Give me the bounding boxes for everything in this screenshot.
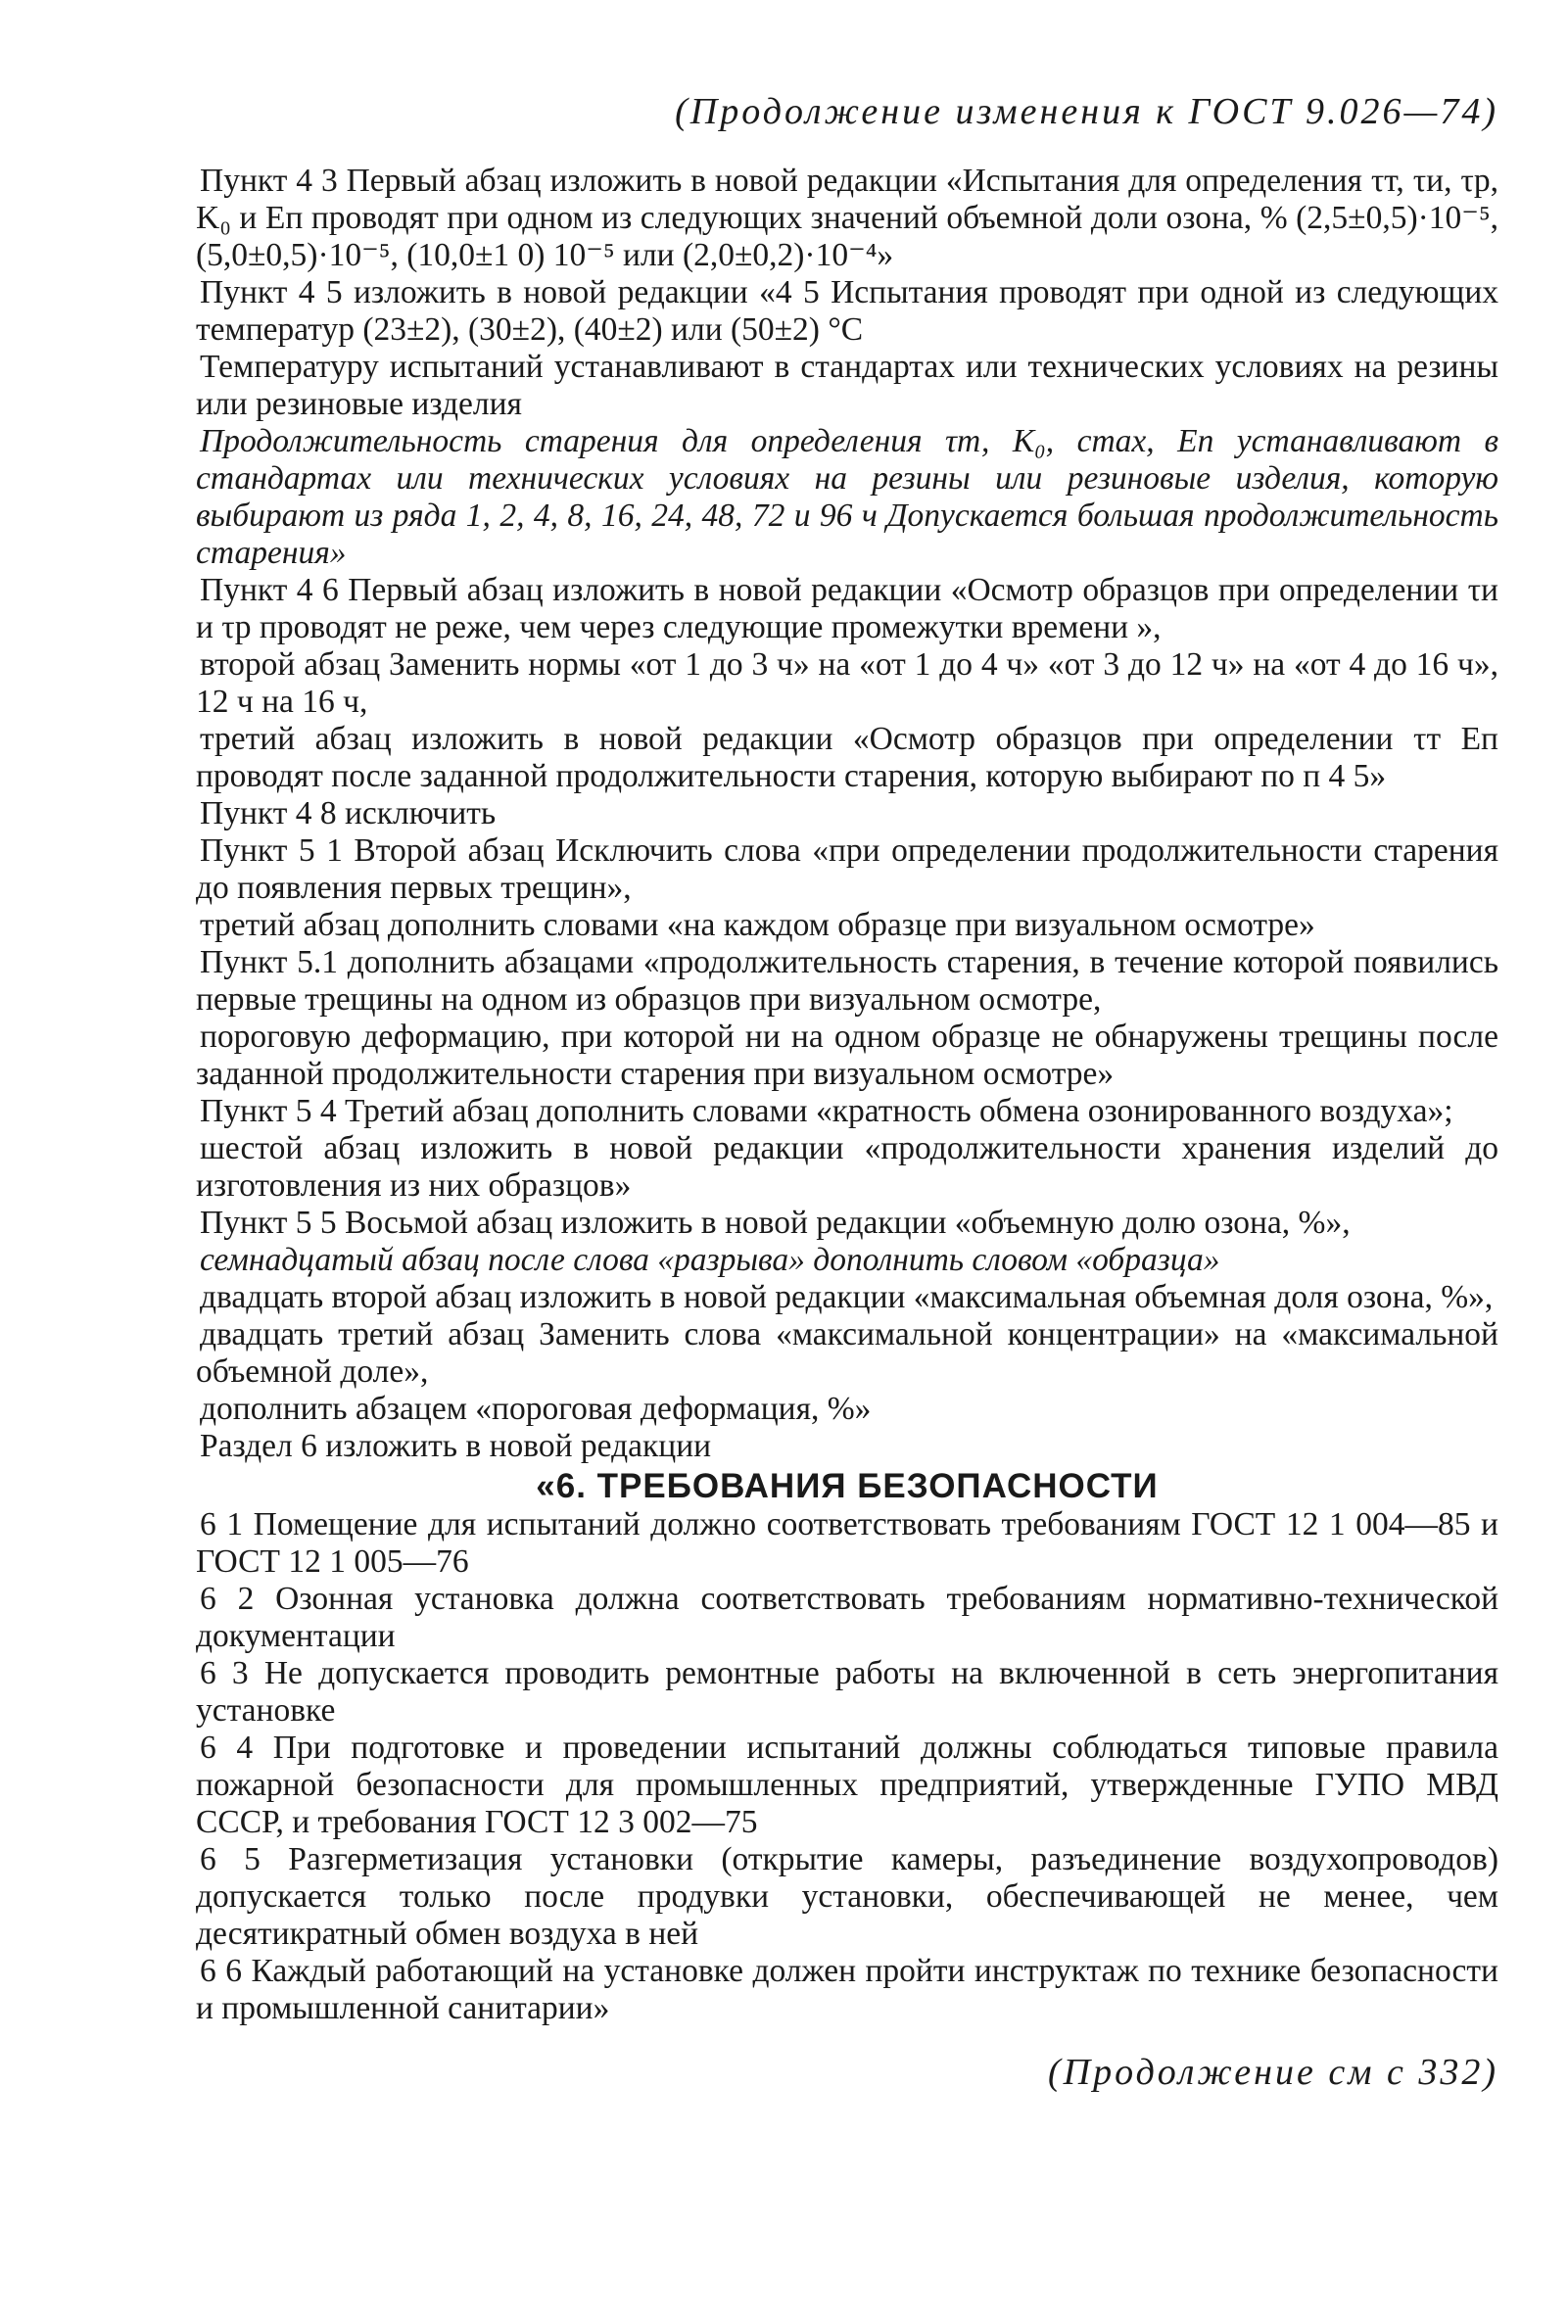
section-paragraph: 6 1 Помещение для испытаний должно соответствовать требованиям ГОСТ 12 1 004—85 и ГОСТ 12 1 005—76: [196, 1506, 1498, 1580]
paragraph: Пункт 4 3 Первый абзац изложить в новой редакции «Испытания для определения τт, τи, τр, K₀ и Eп проводят при одном из следующих значений объемной доли озона, % (2,5±0,5)·10⁻⁵, (5,0±0,5)·10⁻⁵, (10,0±1 0) 10⁻⁵ или (2,0±0,2)·10⁻⁴»: [196, 163, 1498, 273]
section-paragraph: 6 6 Каждый работающий на установке должен пройти инструктаж по технике безопасности и промышленной санитарии»: [196, 1953, 1498, 2026]
paragraph: Продолжительность старения для определения τт, K₀, cmax, Eп устанавливают в стандартах или технических условиях на резины или резиновые изделия, которую выбирают из ряда 1, 2, 4, 8, 16, 24, 48, 72 и 96 ч Допускается большая продолжительность старения»: [196, 423, 1498, 571]
paragraph: Температуру испытаний устанавливают в стандартах или технических условиях на резины или резиновые изделия: [196, 349, 1498, 422]
paragraph: дополнить абзацем «пороговая деформация, %»: [200, 1391, 872, 1427]
paragraph: Пункт 5 1 Второй абзац Исключить слова «при определении продолжительности старения до появления первых трещин»,: [196, 832, 1498, 906]
section-paragraph: 6 4 При подготовке и проведении испытаний должны соблюдаться типовые правила пожарной безопасности для промышленных предприятий, утвержденные ГУПО МВД СССР, и требования ГОСТ 12 3 002—75: [196, 1730, 1498, 1840]
section-paragraph: 6 3 Не допускается проводить ремонтные работы на включенной в сеть энергопитания установке: [196, 1655, 1498, 1729]
paragraph: пороговую деформацию, при которой ни на одном образце не обнаружены трещины после заданной продолжительности старения при визуальном осмотре»: [196, 1019, 1498, 1092]
paragraph: двадцать второй абзац изложить в новой редакции «максимальная объемная доля озона, %»,: [200, 1279, 1494, 1315]
paragraph: Пункт 4 8 исключить: [200, 795, 497, 831]
paragraph: семнадцатый абзац после слова «разрыва» дополнить словом «образца»: [200, 1242, 1220, 1278]
paragraph: Пункт 4 5 изложить в новой редакции «4 5 Испытания проводят при одной из следующих температур (23±2), (30±2), (40±2) или (50±2) °С: [196, 274, 1498, 348]
paragraph: второй абзац Заменить нормы «от 1 до 3 ч» на «от 1 до 4 ч» «от 3 до 12 ч» на «от 4 до 16 ч», 12 ч на 16 ч,: [196, 646, 1498, 720]
paragraph: третий абзац дополнить словами «на каждом образце при визуальном осмотре»: [200, 907, 1315, 943]
paragraph: Пункт 4 6 Первый абзац изложить в новой редакции «Осмотр образцов при определении τи и τр проводят не реже, чем через следующие промежутки времени »,: [196, 572, 1498, 645]
document-page: [196, 90, 1498, 2094]
paragraph: двадцать третий абзац Заменить слова «максимальной концентрации» на «максимальной объемной доле»,: [196, 1316, 1498, 1390]
section-paragraph: 6 2 Озонная установка должна соответствовать требованиям нормативно-технической документации: [196, 1581, 1498, 1654]
paragraph: Пункт 5.1 дополнить абзацами «продолжительность старения, в течение которой появились первые трещины на одном из образцов при визуальном осмотре,: [196, 944, 1498, 1018]
continuation-header: (Продолжение изменения к ГОСТ 9.026—74): [675, 91, 1498, 132]
paragraph: Пункт 5 4 Третий абзац дополнить словами «кратность обмена озонированного воздуха»;: [200, 1093, 1453, 1129]
continuation-footer: (Продолжение см с 332): [1047, 2052, 1498, 2093]
paragraph: Пункт 5 5 Восьмой абзац изложить в новой редакции «объемную долю озона, %»,: [200, 1205, 1351, 1241]
paragraph: третий абзац изложить в новой редакции «Осмотр образцов при определении τт Eп проводят после заданной продолжительности старения, которую выбирают по п 4 5»: [196, 721, 1498, 794]
paragraph: Раздел 6 изложить в новой редакции: [200, 1428, 712, 1464]
section-paragraph: 6 5 Разгерметизация установки (открытие камеры, разъединение воздухопроводов) допускается только после продувки установки, обеспечивающей не менее, чем десятикратный обмен воздуха в ней: [196, 1841, 1498, 1952]
section-title: «6. ТРЕБОВАНИЯ БЕЗОПАСНОСТИ: [536, 1467, 1159, 1505]
paragraph: шестой абзац изложить в новой редакции «продолжительности хранения изделий до изготовления из них образцов»: [196, 1130, 1498, 1204]
